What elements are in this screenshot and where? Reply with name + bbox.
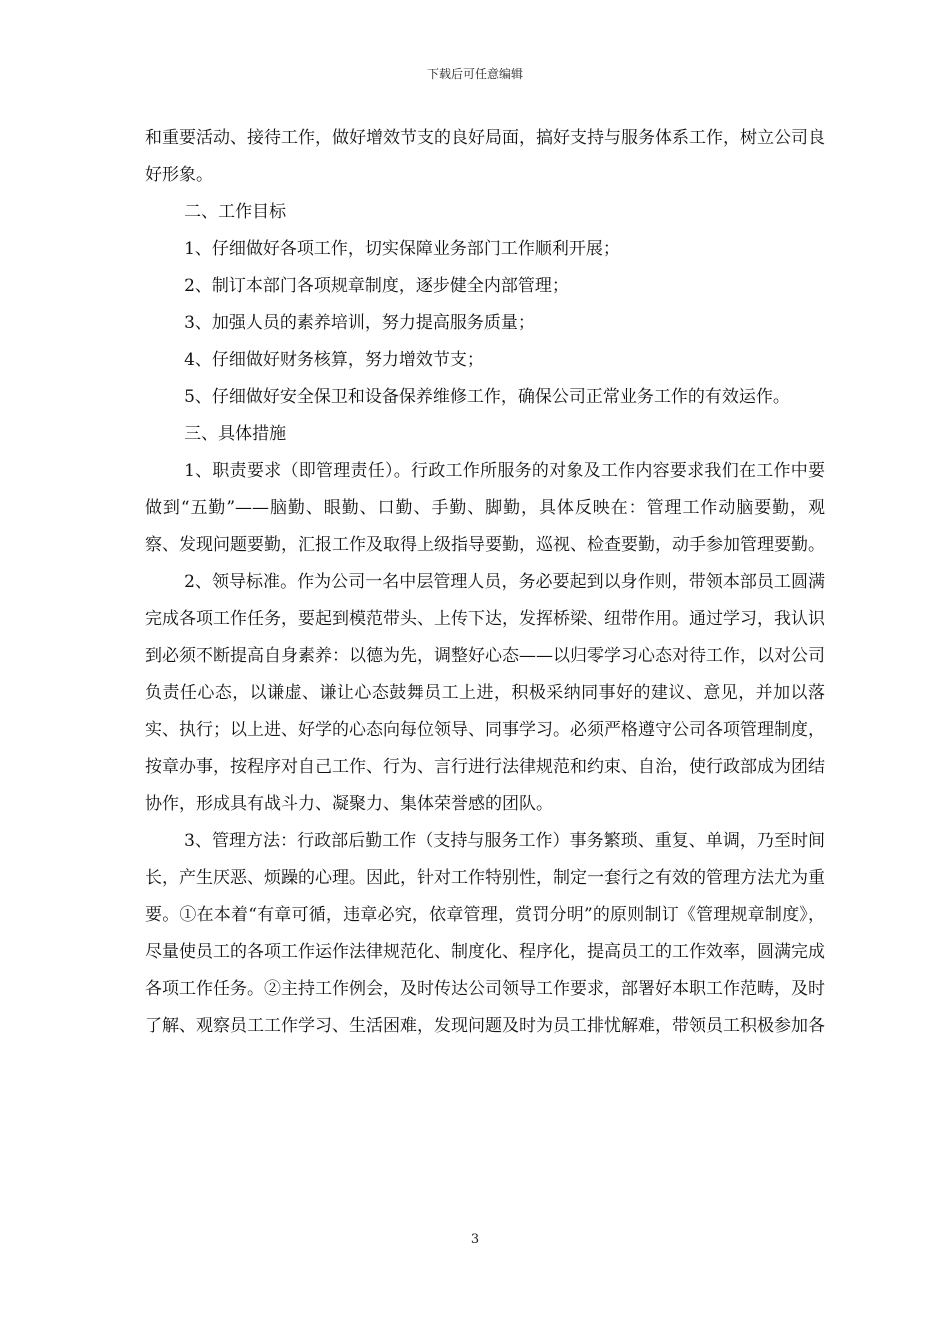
goal-item-5: 5、仔细做好安全保卫和设备保养维修工作，确保公司正常业务工作的有效运作。 [184, 387, 790, 407]
page-number: 3 [470, 1232, 480, 1247]
document-body [145, 120, 825, 1045]
measure-item-2: 2、领导标准。作为公司一名中层管理人员，务必要起到以身作则，带领本部员工圆满完成各项工作任务，要起到模范带头、上传下达，发挥桥梁、纽带作用。通过学习，我认识到必须不断提高自身素养：以德为先，调整好心态——以归零学习心态对待工作，以对公司负责任心态，以谦虚、谦让心态鼓舞员工上进，积极采纳同事好的建议、意见，并加以落实、执行；以上进、好学的心态向每位领导、同事学习。必须严格遵守公司各项管理制度，按章办事，按程序对自己工作、行为、言行进行法律规范和约束、自治，使行政部成为团结协作，形成具有战斗力、凝聚力、集体荣誉感的团队。 [145, 572, 825, 814]
goal-item-4: 4、仔细做好财务核算，努力增效节支； [184, 350, 484, 370]
goal-item-2: 2、制订本部门各项规章制度，逐步健全内部管理； [184, 276, 569, 296]
section-heading-measures: 三、具体措施 [184, 424, 287, 444]
goal-item-3: 3、加强人员的素养培训，努力提高服务质量； [184, 313, 535, 333]
goal-item-1: 1、仔细做好各项工作，切实保障业务部门工作顺利开展； [184, 239, 620, 259]
paragraph-intro-continuation: 和重要活动、接待工作，做好增效节支的良好局面，搞好支持与服务体系工作，树立公司良好形象。 [145, 128, 825, 185]
section-heading-goals: 二、工作目标 [184, 202, 287, 222]
measure-item-3: 3、管理方法：行政部后勤工作（支持与服务工作）事务繁琐、重复、单调，乃至时间长，产生厌恶、烦躁的心理。因此，针对工作特别性，制定一套行之有效的管理方法尤为重要。①在本着“有章可循，违章必究，依章管理，赏罚分明”的原则制订《管理规章制度》，尽量使员工的各项工作运作法律规范化、制度化、程序化，提高员工的工作效率，圆满完成各项工作任务。②主持工作例会，及时传达公司领导工作要求，部署好本职工作范畴，及时了解、观察员工工作学习、生活困难，发现问题及时为员工排忧解难，带领员工积极参加各 [145, 831, 825, 1036]
page-header: 下载后可任意编辑 [426, 67, 523, 81]
measure-item-1: 1、职责要求（即管理责任）。行政工作所服务的对象及工作内容要求我们在工作中要做到“五勤”——脑勤、眼勤、口勤、手勤、脚勤，具体反映在：管理工作动脑要勤，观察、发现问题要勤，汇报工作及取得上级指导要勤，巡视、检查要勤，动手参加管理要勤。 [145, 461, 825, 555]
